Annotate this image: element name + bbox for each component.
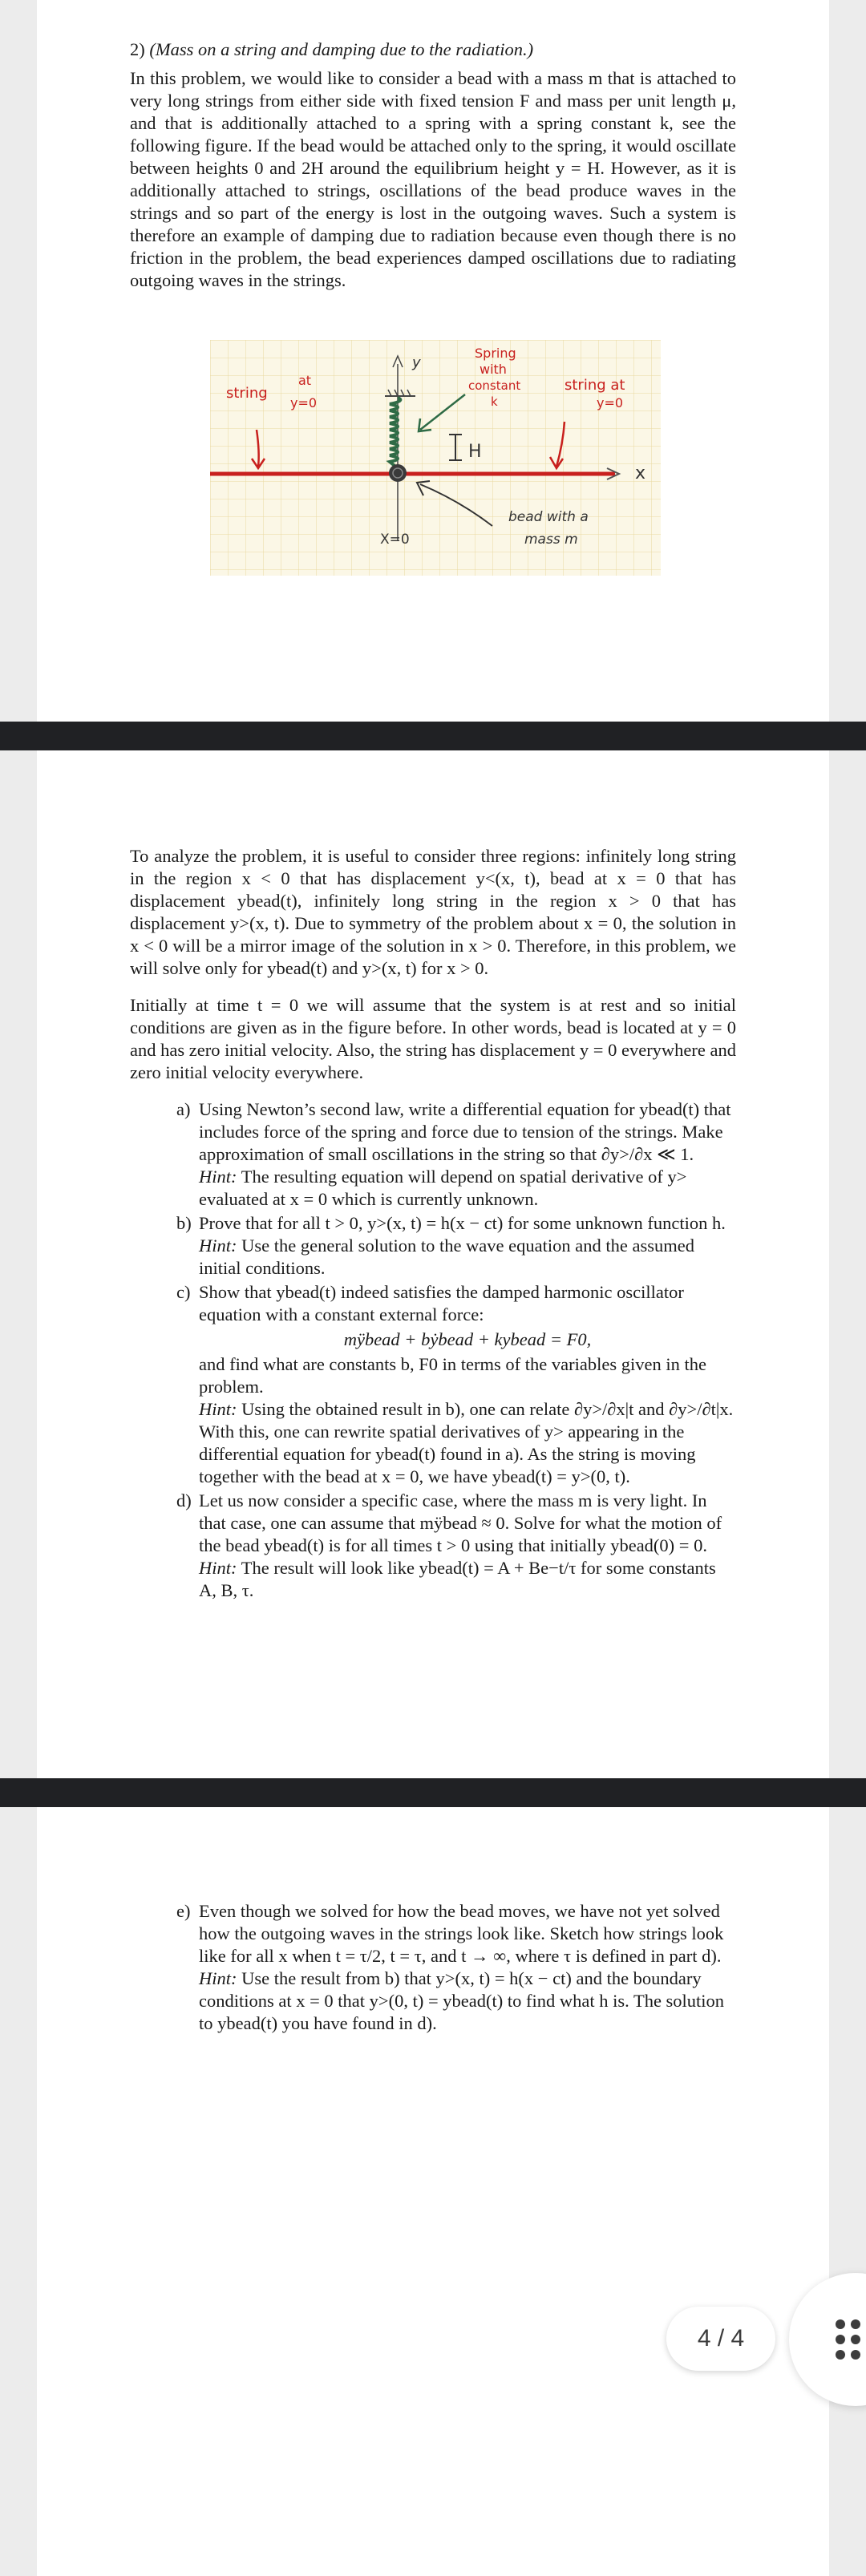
part-c-text-after: and find what are constants b, F0 in terms of the variables given in the problem.	[199, 1354, 706, 1397]
x-axis-label: x	[635, 463, 646, 483]
subquestion-list	[130, 1098, 736, 1602]
label-y0-left: y=0	[290, 395, 318, 410]
label-H: H	[468, 442, 482, 462]
part-d-label: d)	[176, 1490, 192, 1510]
label-y0-right: y=0	[597, 395, 624, 410]
label-at-left: at	[298, 373, 312, 388]
subquestion-list-cont	[130, 1900, 736, 2035]
label-bead-1: bead with a	[508, 509, 589, 525]
part-d-hint: The result will look like ybead(t) = A + Be−t/τ for some constants A, B, τ.	[199, 1558, 716, 1600]
part-b-text: Prove that for all t > 0, y>(x, t) = h(x − ct) for some unknown function h.	[199, 1213, 726, 1233]
part-b-label: b)	[176, 1213, 192, 1233]
part-d	[176, 1490, 736, 1602]
part-b-hint-label: Hint:	[199, 1235, 237, 1256]
part-c-hint-label: Hint:	[199, 1399, 237, 1419]
regions-paragraph: To analyze the problem, it is useful to consider three regions: infinitely long string in the region x < 0 that has displacement y<(x, t), bead at x = 0 that has displacement ybead(t), infinitely long string in the region x > 0 that has displacement y>(x, t). Due to symmetry of the problem about x = 0, the solution in x < 0 will be a mirror image of the solution in x > 0. Therefore, in this problem, we will solve only for ybead(t) and y>(x, t) for x > 0.	[130, 846, 736, 978]
pdf-page-2	[37, 750, 829, 1778]
page-gap	[0, 1778, 866, 1807]
damped-oscillator-equation: mÿbead + bẏbead + kybead = F0,	[343, 1329, 592, 1349]
label-spring-1: Spring	[475, 346, 516, 361]
problem-heading: (Mass on a string and damping due to the radiation.)	[149, 39, 534, 59]
part-a-hint: The resulting equation will depend on spatial derivative of y> evaluated at x = 0 which is currently unknown.	[199, 1167, 687, 1209]
label-string-right: string at	[565, 377, 625, 394]
part-c	[176, 1281, 736, 1488]
part-a-text: Using Newton’s second law, write a differential equation for ybead(t) that includes force of the spring and force due to tension of the strings. Make approximation of small oscillations in the string so that ∂y>/∂x ≪ 1.	[199, 1099, 731, 1164]
page-gap	[0, 722, 866, 750]
label-x0: X=0	[380, 532, 410, 548]
figure-grid	[210, 340, 661, 576]
page-counter[interactable]: 4 / 4	[666, 2307, 775, 2371]
problem-number: 2)	[130, 39, 145, 59]
intro-paragraph: In this problem, we would like to consider a bead with a mass m that is attached to very long strings from either side with fixed tension F and mass per unit length μ, and that is additionally attached to a spring with a spring constant k, see the following figure. If the bead would be attached only to the spring, it would oscillate between heights 0 and 2H around the equilibrium height y = H. However, as it is additionally attached to strings, oscillations of the bead produce waves in the strings and so part of the energy is lost in the outgoing waves. Such a system is therefore an example of damping due to radiation because even though there is no friction in the problem, the bead experiences damped oscillations due to radiating outgoing waves in the strings.	[130, 68, 736, 290]
problem-title	[130, 38, 736, 61]
part-e-hint-label: Hint:	[199, 1968, 237, 1988]
label-spring-3: constant	[468, 378, 521, 393]
label-bead-2: mass m	[524, 532, 578, 548]
part-e	[176, 1900, 736, 2035]
bead	[389, 464, 407, 482]
part-d-text: Let us now consider a specific case, where the mass m is very light. In that case, one can assume that mÿbead ≈ 0. Solve for what the motion of the bead ybead(t) is for all times t > 0 using that initially ybead(0) = 0.	[199, 1490, 722, 1555]
part-a-hint-label: Hint:	[199, 1167, 237, 1187]
part-a-label: a)	[176, 1099, 191, 1119]
bead-spring-figure	[210, 340, 661, 576]
label-string-left: string	[226, 385, 268, 402]
initial-conditions-paragraph: Initially at time t = 0 we will assume that the system is at rest and so initial conditions are given as in the figure before. In other words, bead is located at y = 0 and has zero initial velocity. Also, the string has displacement y = 0 everywhere and zero initial velocity everywhere.	[130, 995, 737, 1082]
label-spring-2: with	[480, 362, 507, 377]
part-c-text: Show that ybead(t) indeed satisfies the damped harmonic oscillator equation with a constant external force:	[199, 1282, 684, 1324]
part-b-hint: Use the general solution to the wave equation and the assumed initial conditions.	[199, 1235, 694, 1278]
label-spring-4: k	[491, 394, 498, 409]
part-d-hint-label: Hint:	[199, 1558, 237, 1578]
part-e-label: e)	[176, 1901, 191, 1921]
y-axis-label: y	[412, 354, 421, 371]
part-e-hint: Use the result from b) that y>(x, t) = h(x − ct) and the boundary conditions at x = 0 that y>(0, t) = ybead(t) to find what h is. The solution to ybead(t) you have found in d).	[199, 1968, 725, 2033]
grid-dots-icon	[836, 2319, 866, 2360]
part-b	[176, 1212, 736, 1280]
pdf-page-3	[37, 1807, 829, 2576]
part-e-text: Even though we solved for how the bead moves, we have not yet solved how the outgoing waves in the strings look like. Sketch how strings look like for all x when t = τ/2, t = τ, and t → ∞, where τ is defined in part d).	[199, 1901, 724, 1966]
part-c-label: c)	[176, 1282, 191, 1302]
part-a	[176, 1098, 736, 1211]
part-c-hint: Using the obtained result in b), one can relate ∂y>/∂x|t and ∂y>/∂t|x. With this, one can rewrite spatial derivatives of y> appearing in the differential equation for ybead(t) found in a). As the string is moving together with the bead at x = 0, we have ybead(t) = y>(0, t).	[199, 1399, 734, 1486]
